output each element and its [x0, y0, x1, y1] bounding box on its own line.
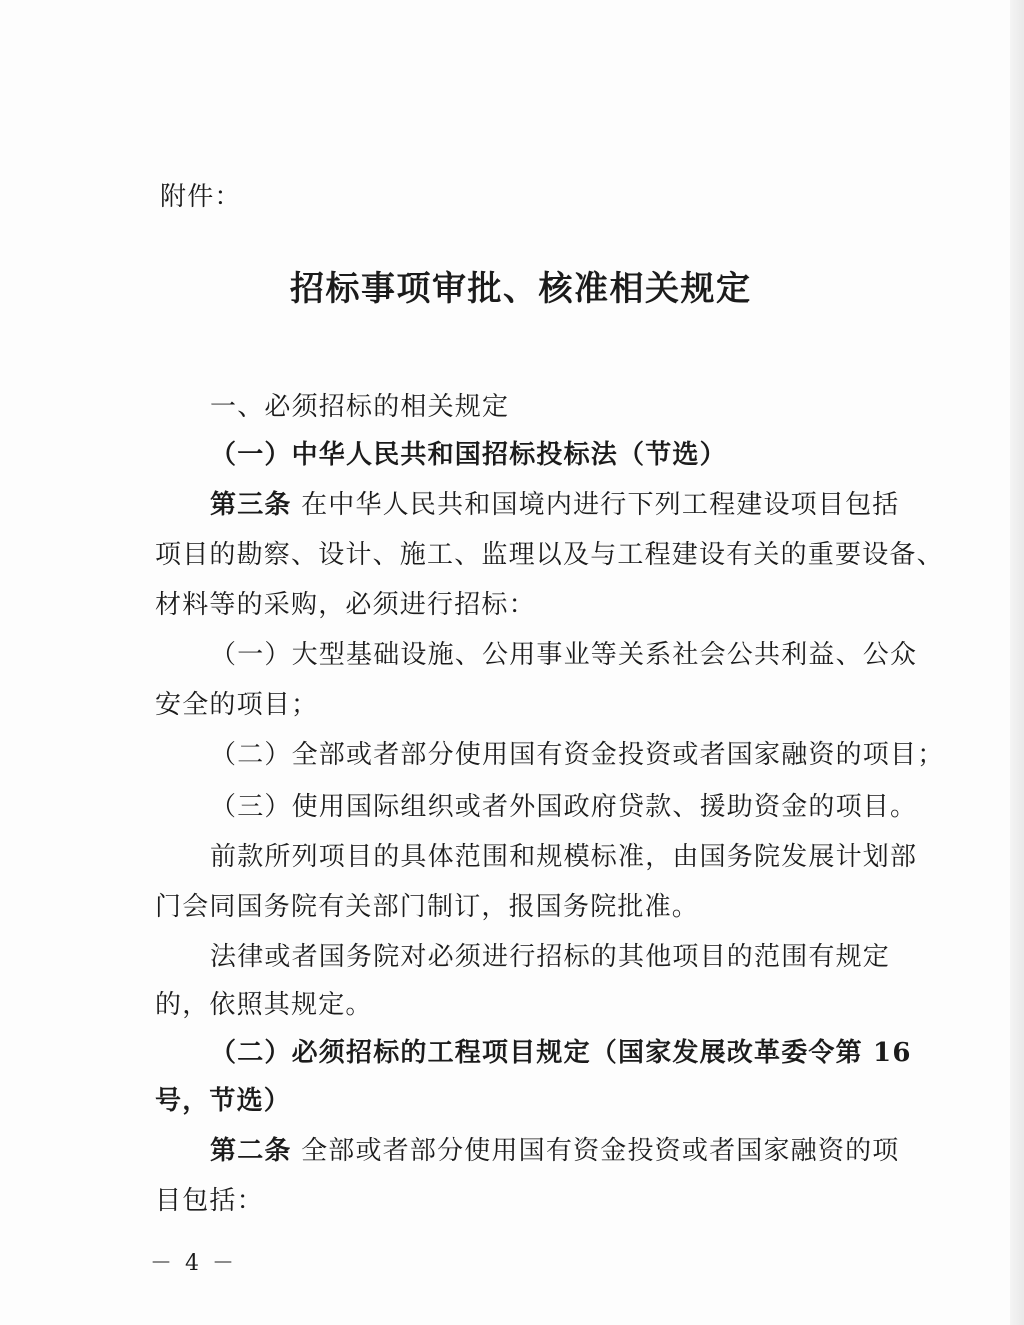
paragraph-line: 门会同国务院有关部门制订，报国务院批准。: [155, 892, 700, 922]
document-title: 招标事项审批、核准相关规定: [290, 269, 752, 309]
page-edge: [1010, 0, 1024, 1325]
article-3-line: 项目的勘察、设计、施工、监理以及与工程建设有关的重要设备、: [155, 540, 944, 570]
subsection-heading: 号，节选）: [155, 1086, 292, 1116]
paragraph-line: 法律或者国务院对必须进行招标的其他项目的范围有规定: [210, 942, 891, 972]
list-item: （三）使用国际组织或者外国政府贷款、援助资金的项目。: [210, 792, 918, 822]
subsection-heading: （一）中华人民共和国招标投标法（节选）: [210, 440, 727, 470]
list-item: （二）全部或者部分使用国有资金投资或者国家融资的项目；: [210, 740, 945, 770]
list-item: 安全的项目；: [155, 690, 319, 720]
article-2-line: [210, 1134, 899, 1168]
paragraph-line: 前款所列项目的具体范围和规模标准，由国务院发展计划部: [210, 842, 918, 872]
section-heading: 一、必须招标的相关规定: [210, 392, 510, 422]
page-number: － 4 －: [150, 1251, 237, 1276]
paragraph-line: 的，依照其规定。: [155, 990, 373, 1020]
attachment-label: 附件：: [160, 182, 242, 212]
subsection-heading: （二）必须招标的工程项目规定（国家发展改革委令第 16: [210, 1038, 912, 1068]
article-3-text: 在中华人民共和国境内进行下列工程建设项目包括: [301, 490, 900, 520]
article-2-label: 第二条: [210, 1136, 292, 1166]
article-2-line: 目包括：: [155, 1186, 264, 1216]
article-3-line: 材料等的采购，必须进行招标：: [155, 590, 536, 620]
article-3-line: [210, 488, 899, 522]
article-2-text: 全部或者部分使用国有资金投资或者国家融资的项: [301, 1136, 900, 1166]
list-item: （一）大型基础设施、公用事业等关系社会公共利益、公众: [210, 640, 918, 670]
article-3-label: 第三条: [210, 490, 292, 520]
